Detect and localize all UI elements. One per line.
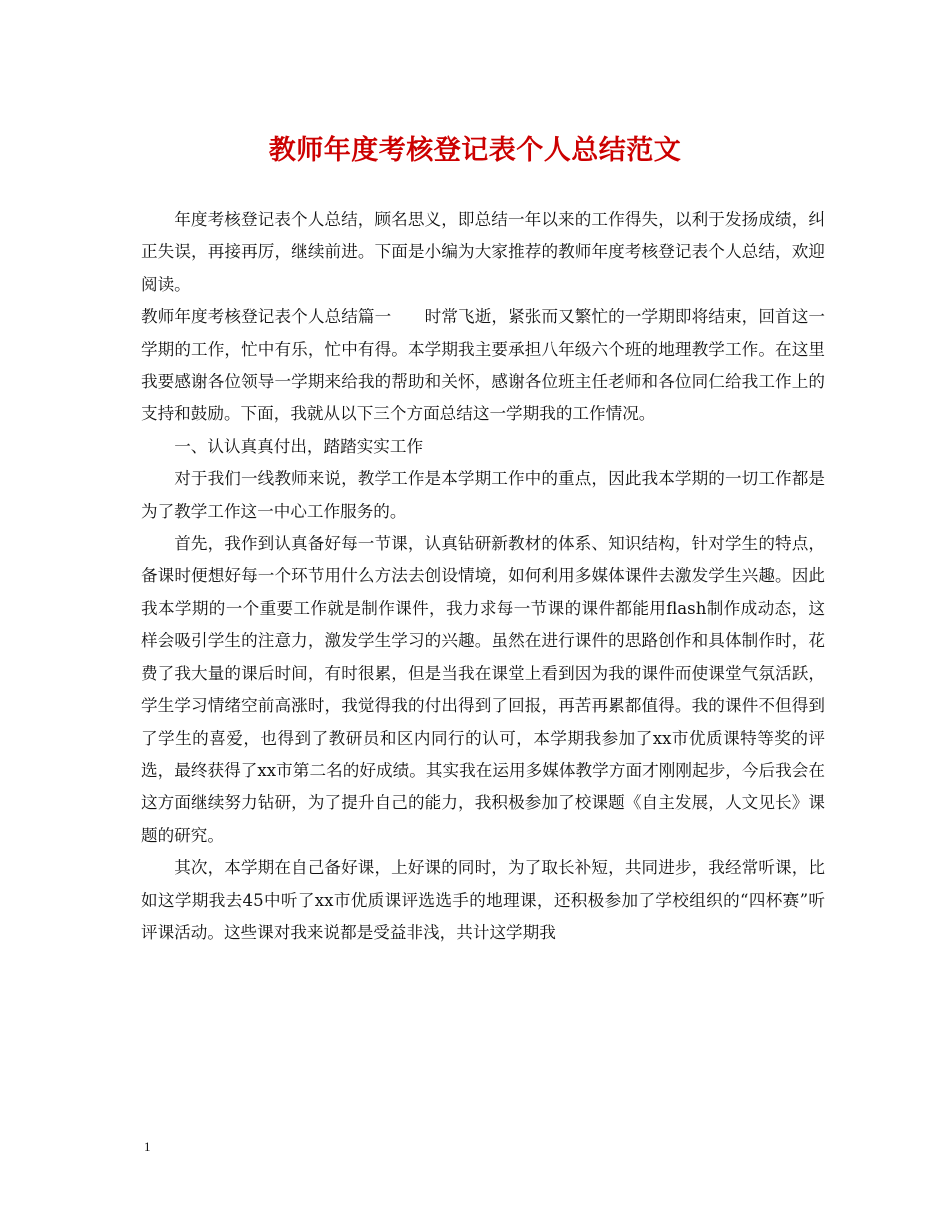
lesson-prep-paragraph: 首先，我作到认真备好每一节课，认真钻研新教材的体系、知识结构，针对学生的特点，备课时便想好每一个环节用什么方法去创设情境，如何利用多媒体课件去激发学生兴趣。因此我本学期的一个重要工作就是制作课件，我力求每一节课的课件都能用flash制作成动态，这样会吸引学生的注意力，激发学生学习的兴趣。虽然在进行课件的思路创作和具体制作时，花费了我大量的课后时间，有时很累，但是当我在课堂上看到因为我的课件而使课堂气氛活跃，学生学习情绪空前高涨时，我觉得我的付出得到了回报，再苦再累都值得。我的课件不但得到了学生的喜爱，也得到了教研员和区内同行的认可，本学期我参加了xx市优质课特等奖的评选，最终获得了xx市第二名的好成绩。其实我在运用多媒体教学方面才刚刚起步，今后我会在这方面继续努力钻研，为了提升自己的能力，我积极参加了校课题《自主发展，人文见长》课题的研究。 bbox=[141, 534, 825, 845]
lesson-observation-paragraph: 其次，本学期在自己备好课，上好课的同时，为了取长补短，共同进步，我经常听课，比如这学期我去45中听了xx市优质课评选选手的地理课，还积极参加了学校组织的“四杯赛”听评课活动。这些课对我来说都是受益非浅，共计这学期我 bbox=[141, 858, 825, 942]
teaching-focus-paragraph: 对于我们一线教师来说，教学工作是本学期工作中的重点，因此我本学期的一切工作都是为了教学工作这一中心工作服务的。 bbox=[141, 469, 825, 521]
page-number: 1 bbox=[144, 1139, 151, 1154]
document-title: 教师年度考核登记表个人总结范文 bbox=[268, 135, 682, 166]
document-body bbox=[141, 204, 825, 949]
section-one-paragraph: 教师年度考核登记表个人总结篇一 时常飞逝，紧张而又繁忙的一学期即将结束，回首这一学期的工作，忙中有乐，忙中有得。本学期我主要承担八年级六个班的地理教学工作。在这里我要感谢各位领导一学期来给我的帮助和关怀，感谢各位班主任老师和各位同仁给我工作上的支持和鼓励。下面，我就从以下三个方面总结这一学期我的工作情况。 bbox=[141, 307, 825, 424]
intro-paragraph: 年度考核登记表个人总结，顾名思义，即总结一年以来的工作得失，以利于发扬成绩，纠正失误，再接再厉，继续前进。下面是小编为大家推荐的教师年度考核登记表个人总结，欢迎阅读。 bbox=[141, 210, 825, 294]
heading-one: 一、认认真真付出，踏踏实实工作 bbox=[174, 436, 424, 456]
